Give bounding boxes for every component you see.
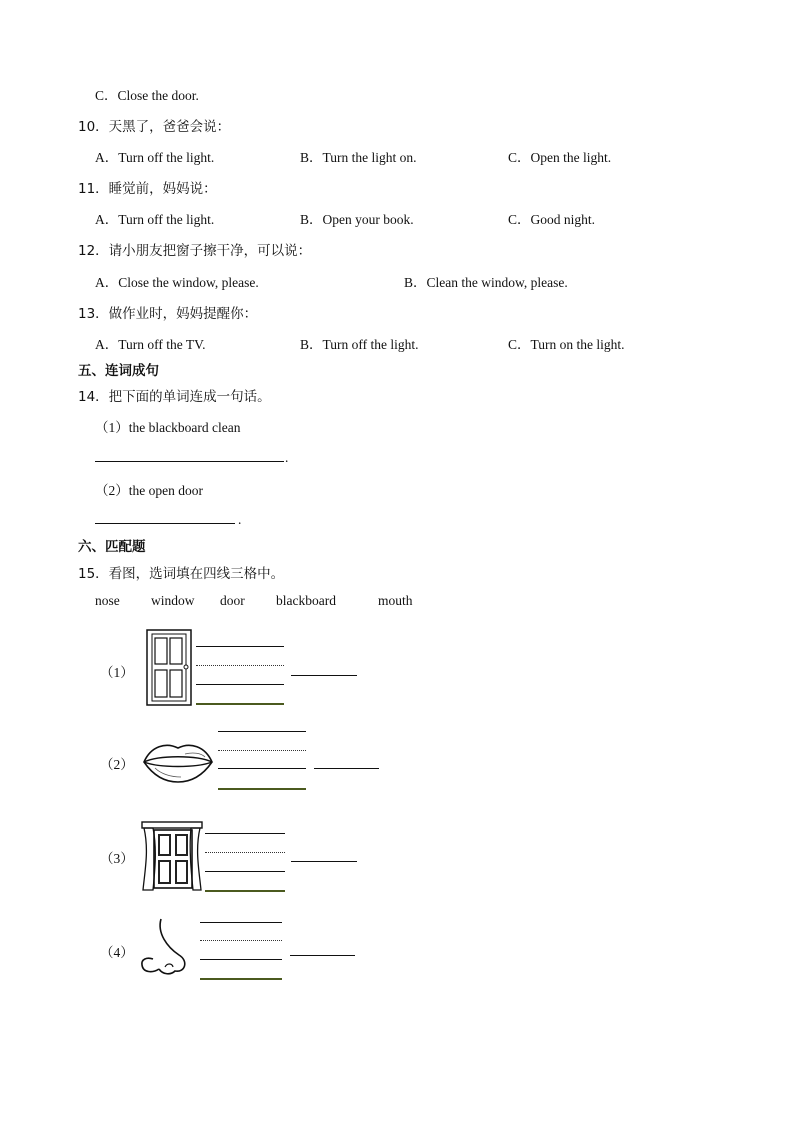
- q14-item-1: （1）the blackboard clean: [95, 420, 241, 435]
- four-line-bottom: [196, 703, 284, 705]
- word-bank-item: window: [151, 593, 195, 608]
- four-line-base: [200, 959, 282, 960]
- q15-item-number: （4）: [100, 945, 134, 960]
- window-icon: [139, 820, 205, 892]
- q11-option-b[interactable]: B．Open your book.: [300, 212, 414, 227]
- answer-line[interactable]: [291, 861, 357, 862]
- word-bank-item: door: [220, 593, 245, 608]
- answer-line[interactable]: [314, 768, 379, 769]
- q14-item-2-period: .: [238, 512, 242, 527]
- mouth-icon: [141, 740, 215, 784]
- four-line-top: [205, 833, 285, 834]
- four-line-dotted: [196, 665, 284, 666]
- q14-item-1-period: .: [285, 450, 289, 465]
- q15-stem: 15．看图，选词填在四线三格中。: [78, 566, 285, 582]
- q15-item-number: （1）: [100, 665, 134, 680]
- four-line-dotted: [200, 940, 282, 941]
- four-line-dotted: [218, 750, 306, 751]
- q12-option-b[interactable]: B．Clean the window, please.: [404, 275, 568, 290]
- q10-option-a[interactable]: A．Turn off the light.: [95, 150, 215, 165]
- four-line-top: [200, 922, 282, 923]
- word-bank-item: blackboard: [276, 593, 336, 608]
- q13-option-c[interactable]: C．Turn on the light.: [508, 337, 625, 352]
- q10-option-b[interactable]: B．Turn the light on.: [300, 150, 417, 165]
- nose-icon: [139, 917, 191, 977]
- four-line-base: [218, 768, 306, 769]
- four-line-base: [196, 684, 284, 685]
- q14-stem: 14．把下面的单词连成一句话。: [78, 389, 271, 405]
- q11-option-c[interactable]: C．Good night.: [508, 212, 596, 227]
- q10-stem: 10．天黑了，爸爸会说：: [78, 119, 231, 135]
- q15-item-number: （3）: [100, 851, 134, 866]
- answer-line[interactable]: [290, 955, 355, 956]
- q13-option-b[interactable]: B．Turn off the light.: [300, 337, 419, 352]
- q10-option-c[interactable]: C．Open the light.: [508, 150, 612, 165]
- door-icon: [146, 629, 192, 706]
- q14-answer-line-2[interactable]: [95, 523, 235, 524]
- q14-answer-line-1[interactable]: [95, 461, 284, 462]
- four-line-top: [196, 646, 284, 647]
- q12-option-a[interactable]: A．Close the window, please.: [95, 275, 259, 290]
- four-line-bottom: [205, 890, 285, 892]
- four-line-bottom: [200, 978, 282, 980]
- q13-stem: 13．做作业时，妈妈提醒你：: [78, 306, 258, 322]
- four-line-base: [205, 871, 285, 872]
- section-title-5: 五、连词成句: [78, 363, 159, 379]
- section-title-6: 六、匹配题: [78, 539, 146, 555]
- answer-line[interactable]: [291, 675, 357, 676]
- four-line-top: [218, 731, 306, 732]
- q12-stem: 12．请小朋友把窗子擦干净，可以说：: [78, 243, 312, 259]
- word-bank-item: nose: [95, 593, 120, 608]
- four-line-dotted: [205, 852, 285, 853]
- q13-option-a[interactable]: A．Turn off the TV.: [95, 337, 206, 352]
- q14-item-2: （2）the open door: [95, 483, 203, 498]
- q11-stem: 11．睡觉前，妈妈说：: [78, 181, 217, 197]
- q11-option-a[interactable]: A．Turn off the light.: [95, 212, 215, 227]
- four-line-bottom: [218, 788, 306, 790]
- q15-item-number: （2）: [100, 757, 134, 772]
- word-bank-item: mouth: [378, 593, 413, 608]
- q9-option-c: C．Close the door.: [95, 88, 199, 103]
